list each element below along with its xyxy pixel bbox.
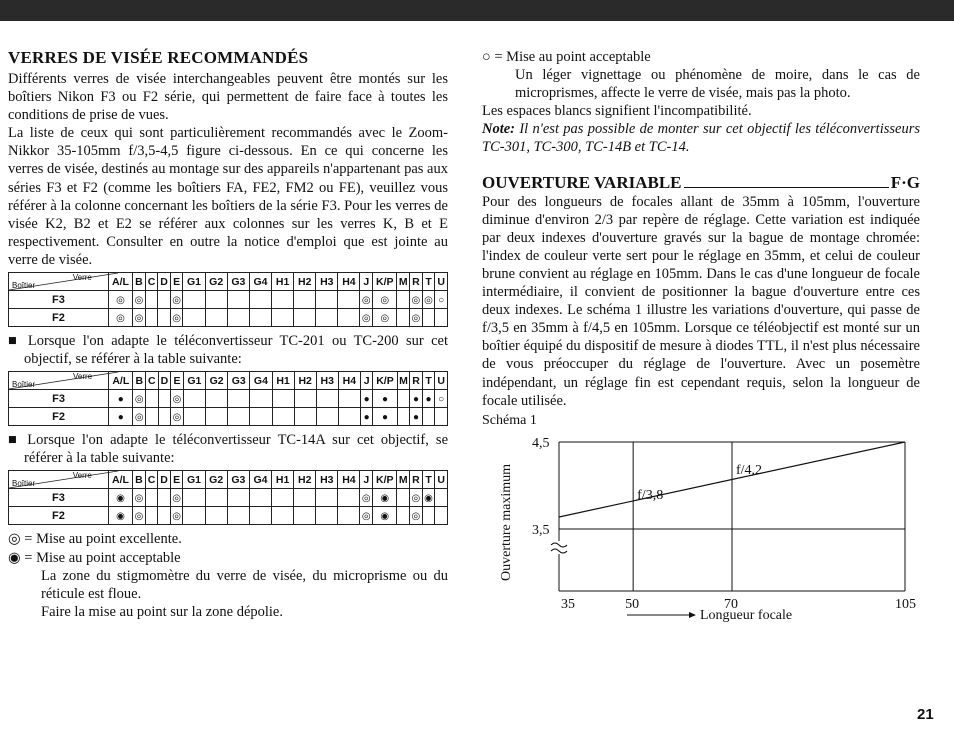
legend-acceptable-open-desc: Un léger vignettage ou phénomène de moire, dans le cas de microprismes, affecte le verre de visée, mais pas la photo.	[515, 67, 920, 102]
table-cell	[158, 408, 171, 426]
column-header: E	[170, 273, 183, 291]
column-header: K/P	[373, 273, 397, 291]
table-cell	[294, 507, 316, 525]
table-cell	[227, 489, 249, 507]
column-header: G3	[227, 273, 249, 291]
cell-mark: ◎	[411, 294, 421, 306]
y-tick-label: 4,5	[532, 435, 550, 451]
table-cell	[108, 507, 132, 525]
table-cell	[410, 489, 423, 507]
cell-mark: ◎	[134, 393, 144, 405]
table-cell	[183, 291, 205, 309]
cell-mark: ◎	[424, 294, 433, 306]
table-cell	[228, 390, 250, 408]
table-cell	[373, 489, 397, 507]
cell-mark: ●	[117, 411, 124, 423]
cell-mark: ◎	[411, 312, 421, 324]
column-header: U	[435, 471, 448, 489]
cell-mark: ◎	[380, 294, 390, 306]
bullet-tc201: ■ Lorsque l'on adapte le téléconvertisseur TC-201 ou TC-200 sur cet objectif, se référer à la table suivante:	[8, 333, 448, 368]
table-cell	[108, 291, 132, 309]
table-cell	[133, 489, 146, 507]
cell-mark: ◎	[134, 294, 144, 306]
cell-mark: ◎	[134, 312, 144, 324]
corner-label-boitier: Boîtier	[12, 479, 36, 489]
column-header: H4	[338, 273, 360, 291]
column-header: G4	[250, 372, 272, 390]
corner-label-verre: Verre	[72, 471, 92, 481]
column-header: H3	[316, 273, 338, 291]
corner-label-boitier: Boîtier	[12, 281, 36, 291]
top-bar	[0, 0, 954, 21]
table-cell	[316, 489, 338, 507]
table-cell	[294, 390, 316, 408]
table-cell	[338, 291, 360, 309]
table-cell	[133, 309, 146, 327]
table-cell	[109, 408, 133, 426]
cell-mark: ○	[438, 294, 445, 306]
table-cell	[435, 309, 448, 327]
cell-mark: ◎	[134, 510, 144, 522]
table-cell	[133, 507, 146, 525]
legend-acceptable-tip: Faire la mise au point sur la zone dépolie.	[41, 603, 283, 620]
table-cell	[249, 489, 271, 507]
column-header: C	[145, 273, 158, 291]
column-header: A/L	[108, 471, 132, 489]
column-header: G3	[228, 372, 250, 390]
chart-annotation: f/4,2	[736, 462, 763, 478]
table-cell	[183, 489, 205, 507]
table-corner-header	[9, 273, 109, 291]
table-cell	[250, 390, 272, 408]
table-cell	[294, 291, 316, 309]
table-cell	[158, 507, 171, 525]
table-cell	[397, 309, 410, 327]
table-cell	[158, 489, 171, 507]
cell-mark: ◎	[172, 393, 182, 405]
break-stroke-1	[551, 543, 567, 547]
table-cell	[316, 408, 338, 426]
cell-mark: ◎	[361, 294, 371, 306]
table-cell	[227, 291, 249, 309]
column-header: R	[410, 273, 423, 291]
arrow-head	[689, 612, 696, 618]
table-cell	[272, 291, 294, 309]
table-cell	[272, 489, 294, 507]
section-title-ouverture	[482, 173, 920, 193]
column-header: T	[422, 372, 434, 390]
table-cell	[373, 408, 397, 426]
paragraph-list: La liste de ceux qui sont particulièrement recommandés avec le Zoom-Nikkor 35-105mm f/3,5-4,5 figure ci-dessous. En ce qui concerne les verres de visée, destinés au montage sur des appareils n'appartenant pas aux séries F3 et F2 (comme les boîtiers FA, FE2, FM2 ou FE), veuillez vous référer à la colonne concernant les boîtiers de la série F3. Pour les verres de visée K2, B2 et E2 se référer aux colonnes sur les verres K, B et E respectivement. Consulter en outre la notice d'emploi que est jointe au verre de visée.	[8, 125, 448, 268]
column-header: K/P	[373, 471, 397, 489]
column-header: T	[422, 273, 435, 291]
column-header: B	[133, 273, 146, 291]
cell-mark: ◎	[361, 312, 371, 324]
table-cell	[205, 309, 227, 327]
table-cell	[133, 291, 146, 309]
table-cell	[397, 291, 410, 309]
row-label: F3	[9, 291, 109, 309]
table-cell	[183, 309, 205, 327]
cell-mark: ◎	[380, 312, 390, 324]
table-cell	[316, 309, 338, 327]
table-cell	[338, 309, 360, 327]
table-cell	[227, 309, 249, 327]
cell-mark: ○	[438, 393, 445, 405]
table-cell	[205, 291, 227, 309]
table-cell	[227, 507, 249, 525]
column-header: U	[435, 372, 448, 390]
chart-ticks	[532, 436, 916, 612]
x-tick-label: 35	[561, 596, 575, 612]
table-cell	[170, 489, 183, 507]
table-cell	[338, 507, 360, 525]
column-header: J	[360, 372, 372, 390]
table-cell	[435, 291, 448, 309]
column-header: M	[397, 471, 410, 489]
table-cell	[360, 489, 373, 507]
legend-acceptable-filled: ◉ = Mise au point acceptable	[8, 549, 181, 566]
table-cell	[410, 390, 423, 408]
paragraph-ouverture: Pour des longueurs de focales allant de 35mm à 105mm, l'ouverture diminue d'environ 2/3 par repère de réglage. Cette variation est indiquée par deux indexes d'ouverture gravés sur la bague de montage chromée: l'index de couleur verte sert pour le réglage en 35mm, et celui de couleur brune convient au réglage en 105mm. Dans le cas d'une longueur de focale intermédiaire, il convient de positionner la bague d'ouverture entre ces deux indexes. Le schéma 1 illustre les variations d'ouverture, qui passe de f/3,5 en 35mm à f/4,5 en 105mm. Lorsque ce téléobjectif est monté sur un boîtier équipé du dispositif de mesure à diodes TTL, il n'est plus nécessaire de vous préoccuper du réglage de l'ouverture. Avec un posemètre indépendant, un réglage fin est cependant requis, selon la longueur de focale utilisée.	[482, 193, 920, 409]
cell-mark: ◎	[134, 411, 144, 423]
table-cell	[397, 489, 410, 507]
table-cell	[145, 507, 158, 525]
xaxis-arrow-icon	[627, 612, 696, 618]
column-header: H1	[272, 273, 294, 291]
bullet-tc14a: ■ Lorsque l'on adapte le téléconvertisseur TC-14A sur cet objectif, se référer à la table suivante:	[8, 432, 448, 467]
column-header: U	[435, 273, 448, 291]
column-header: J	[360, 273, 373, 291]
table-cell	[410, 291, 423, 309]
table-cell	[183, 408, 205, 426]
table-cell	[183, 507, 205, 525]
table-cell	[338, 408, 360, 426]
focusing-screen-table-1	[8, 272, 448, 327]
table-cell	[373, 507, 397, 525]
y-tick-label: 3,5	[532, 522, 550, 538]
right-column	[482, 48, 920, 623]
table-cell	[228, 408, 250, 426]
row-label: F2	[9, 507, 109, 525]
table-cell	[294, 489, 316, 507]
paragraph-intro: Différents verres de visée interchangeables peuvent être montés sur les boîtiers Nikon F3 ou F2 série, qui permettent de faire face à toutes les conditions de prise de vues.	[8, 71, 448, 124]
table-cell	[249, 291, 271, 309]
table-cell	[249, 507, 271, 525]
table-corner-header	[9, 372, 109, 390]
table-cell	[435, 408, 448, 426]
note-label: Note:	[482, 121, 516, 138]
table-cell	[410, 408, 423, 426]
table-cell	[158, 309, 171, 327]
table-cell	[373, 309, 397, 327]
column-header: J	[360, 471, 373, 489]
table-cell	[205, 489, 227, 507]
table-cell	[272, 309, 294, 327]
table-cell	[171, 390, 184, 408]
cell-mark: ◎	[361, 492, 371, 504]
note-text: Il n'est pas possible de monter sur cet objectif les téléconvertisseurs TC-301, TC-300, TC-14B et TC-14.	[482, 121, 920, 156]
row-label: F2	[9, 408, 109, 426]
cell-mark: ◎	[172, 492, 181, 504]
x-tick-label: 105	[895, 596, 916, 612]
corner-label-verre: Verre	[72, 273, 92, 283]
column-header: H2	[294, 372, 316, 390]
table-cell	[170, 309, 183, 327]
column-header: D	[158, 372, 171, 390]
cell-mark: ●	[117, 393, 124, 405]
table-cell	[422, 489, 435, 507]
column-header: G4	[249, 471, 271, 489]
column-header: D	[158, 273, 171, 291]
table-cell	[422, 390, 434, 408]
column-header: G2	[205, 372, 227, 390]
table-cell	[170, 507, 183, 525]
table-cell	[373, 390, 397, 408]
column-header: C	[146, 372, 159, 390]
column-header: G1	[183, 471, 205, 489]
column-header: H4	[338, 471, 360, 489]
column-header: R	[410, 471, 423, 489]
note-paragraph	[482, 120, 920, 156]
table-cell	[373, 291, 397, 309]
table-cell	[360, 291, 373, 309]
focusing-screen-table-2	[8, 371, 448, 426]
column-header: H1	[272, 372, 294, 390]
cell-mark: ◎	[172, 510, 181, 522]
column-header: C	[145, 471, 158, 489]
column-header: M	[397, 273, 410, 291]
cell-mark: ◉	[116, 510, 125, 522]
cell-mark: ◎	[361, 510, 371, 522]
axis-break-icon	[551, 543, 567, 553]
table-cell	[338, 489, 360, 507]
table-cell	[316, 390, 338, 408]
table-cell	[422, 291, 435, 309]
table-cell	[183, 390, 205, 408]
column-header: D	[158, 471, 171, 489]
chart-grid	[559, 442, 905, 591]
cell-mark: ◎	[172, 411, 182, 423]
column-header: A/L	[108, 273, 132, 291]
row-label: F2	[9, 309, 109, 327]
column-header: E	[170, 471, 183, 489]
corner-label-verre: Verre	[73, 372, 93, 382]
column-header: H3	[316, 372, 338, 390]
column-header: G1	[183, 372, 205, 390]
table-cell	[108, 489, 132, 507]
table-cell	[422, 309, 435, 327]
table-cell	[250, 408, 272, 426]
aperture-chart	[482, 429, 922, 623]
chart-xlabel: Longueur focale	[700, 607, 793, 623]
table-cell	[158, 390, 171, 408]
table-cell	[294, 408, 316, 426]
column-header: G2	[205, 273, 227, 291]
table-cell	[133, 408, 146, 426]
column-header: G1	[183, 273, 205, 291]
table-cell	[171, 408, 184, 426]
row-label: F3	[9, 489, 109, 507]
column-header: T	[422, 471, 435, 489]
cell-mark: ●	[363, 393, 370, 405]
legend-excellent: ◎ = Mise au point excellente.	[8, 531, 182, 548]
cell-mark: ●	[363, 411, 370, 423]
column-header: G2	[205, 471, 227, 489]
column-header: A/L	[109, 372, 133, 390]
table-cell	[146, 408, 159, 426]
cell-mark: ◎	[134, 492, 144, 504]
chart-annotations	[637, 463, 762, 503]
table-cell	[316, 507, 338, 525]
column-header: E	[171, 372, 184, 390]
cell-mark: ◉	[424, 492, 433, 504]
table-cell	[108, 309, 132, 327]
section-title-verres: VERRES DE VISÉE RECOMMANDÉS	[8, 48, 309, 67]
table-cell	[205, 408, 227, 426]
table-cell	[170, 291, 183, 309]
table-cell	[146, 390, 159, 408]
table-cell	[272, 408, 294, 426]
column-header: K/P	[373, 372, 397, 390]
legend-acceptable-desc: La zone du stigmomètre du verre de visée, du microprisme ou du réticule est floue.	[41, 567, 448, 602]
cell-mark: ●	[413, 393, 420, 405]
cell-mark: ◉	[380, 510, 390, 522]
row-label: F3	[9, 390, 109, 408]
column-header: B	[133, 471, 146, 489]
column-header: B	[133, 372, 146, 390]
column-header: H4	[338, 372, 360, 390]
cell-mark: ◎	[411, 492, 421, 504]
table-cell	[360, 507, 373, 525]
column-header: R	[410, 372, 423, 390]
legend-acceptable-open: ○ = Mise au point acceptable	[482, 49, 651, 65]
table-cell	[360, 309, 373, 327]
figure-label: Schéma 1	[482, 412, 537, 428]
cell-mark: ◎	[411, 510, 421, 522]
table-cell	[133, 390, 146, 408]
x-tick-label: 70	[724, 596, 738, 612]
chart-ylabel: Ouverture maximum	[499, 463, 514, 581]
cell-mark: ◎	[172, 312, 181, 324]
break-stroke-2	[551, 549, 567, 553]
table-cell	[397, 390, 410, 408]
table-cell	[272, 390, 294, 408]
table-cell	[272, 507, 294, 525]
column-header: H3	[316, 471, 338, 489]
cell-mark: ●	[381, 393, 388, 405]
table-cell	[360, 390, 372, 408]
section-title-ouverture-text: OUVERTURE VARIABLE	[482, 172, 682, 192]
table-cell	[410, 507, 423, 525]
x-tick-label: 50	[625, 596, 640, 612]
cell-mark: ◉	[380, 492, 390, 504]
table-cell	[422, 507, 435, 525]
cell-mark: ◎	[116, 294, 125, 306]
table-cell	[316, 291, 338, 309]
table-cell	[205, 390, 227, 408]
left-column	[8, 48, 448, 621]
section-title-suffix: F·G	[890, 172, 920, 192]
table-cell	[435, 390, 448, 408]
table-cell	[435, 507, 448, 525]
column-header: G4	[249, 273, 271, 291]
page-number: 21	[917, 706, 934, 723]
table-cell	[249, 309, 271, 327]
cell-mark: ●	[381, 411, 388, 423]
table-cell	[397, 408, 410, 426]
table-cell	[109, 390, 133, 408]
chart-annotation: f/3,8	[637, 487, 664, 503]
cell-mark: ◉	[116, 492, 125, 504]
table-cell	[158, 291, 171, 309]
cell-mark: ◎	[116, 312, 125, 324]
focusing-screen-table-3	[8, 470, 448, 525]
cell-mark: ◎	[172, 294, 181, 306]
table-cell	[145, 291, 158, 309]
table-cell	[435, 489, 448, 507]
table-cell	[360, 408, 372, 426]
cell-mark: ●	[413, 411, 420, 423]
column-header: M	[397, 372, 410, 390]
table-cell	[145, 489, 158, 507]
table-cell	[145, 309, 158, 327]
column-header: H2	[294, 471, 316, 489]
corner-label-boitier: Boîtier	[12, 380, 36, 390]
column-header: H2	[294, 273, 316, 291]
column-header: G3	[227, 471, 249, 489]
table-cell	[397, 507, 410, 525]
table-cell	[294, 309, 316, 327]
table-cell	[338, 390, 360, 408]
table-cell	[205, 507, 227, 525]
table-cell	[422, 408, 434, 426]
title-rule	[684, 187, 889, 188]
blank-spaces-note: Les espaces blancs signifient l'incompatibilité.	[482, 103, 752, 120]
table-corner-header	[9, 471, 109, 489]
cell-mark: ●	[425, 393, 432, 405]
table-cell	[410, 309, 423, 327]
column-header: H1	[272, 471, 294, 489]
